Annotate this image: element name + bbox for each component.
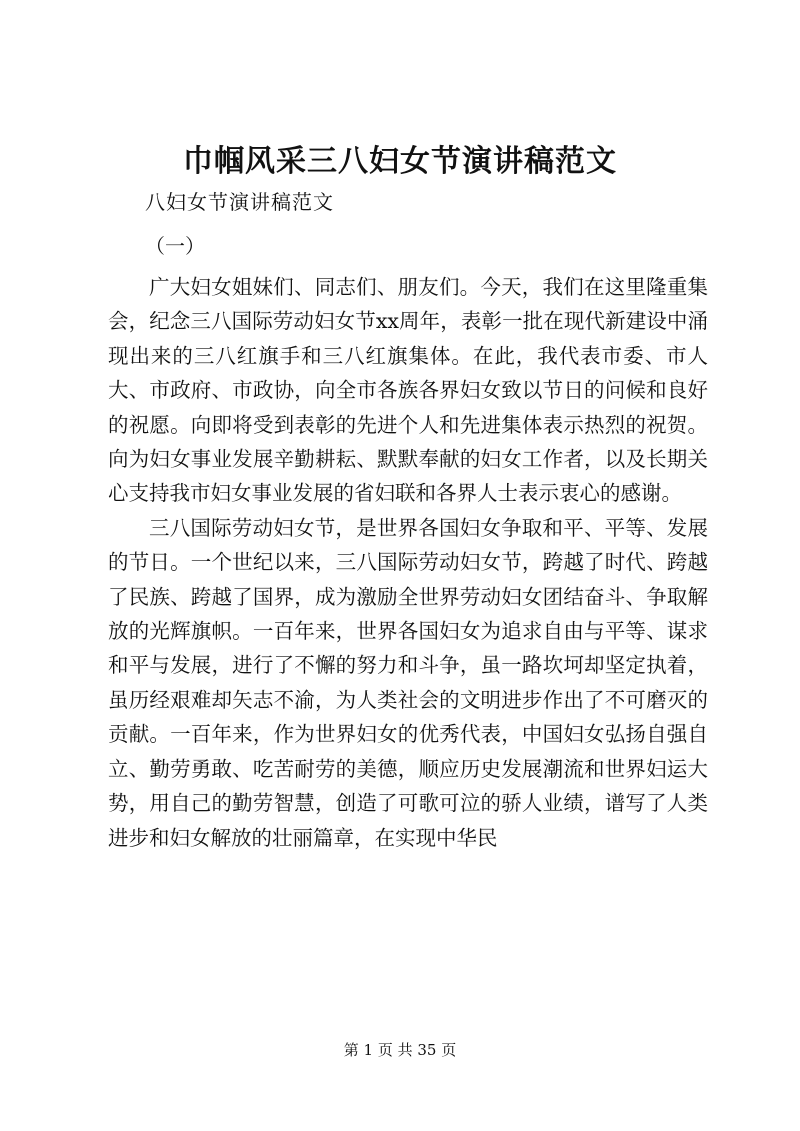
page-number: 第 1 页 共 35 页: [343, 1041, 457, 1059]
document-subtitle: 八妇女节演讲稿范文: [145, 190, 334, 214]
document-body: [108, 270, 708, 855]
section-label: （一）: [145, 234, 205, 258]
page-footer: [0, 1040, 800, 1060]
paragraph: 三八国际劳动妇女节，是世界各国妇女争取和平、平等、发展的节日。一个世纪以来，三八国际劳动妇女节，跨越了时代、跨越了民族、跨越了国界，成为激励全世界劳动妇女团结奋斗、争取解放的光辉旗帜。一百年来，世界各国妇女为追求自由与平等、谋求和平与发展，进行了不懈的努力和斗争，虽一路坎坷却坚定执着，虽历经艰难却矢志不渝，为人类社会的文明进步作出了不可磨灭的贡献。一百年来，作为世界妇女的优秀代表，中国妇女弘扬自强自立、勤劳勇敢、吃苦耐劳的美德，顺应历史发展潮流和世界妇运大势，用自己的勤劳智慧，创造了可歌可泣的骄人业绩，谱写了人类进步和妇女解放的壮丽篇章，在实现中华民: [108, 515, 708, 850]
paragraph: 广大妇女姐妹们、同志们、朋友们。今天，我们在这里隆重集会，纪念三八国际劳动妇女节xx周年，表彰一批在现代新建设中涌现出来的三八红旗手和三八红旗集体。在此，我代表市委、市人大、市政府、市政协，向全市各族各界妇女致以节日的问候和良好的祝愿。向即将受到表彰的先进个人和先进集体表示热烈的祝贺。向为妇女事业发展辛勤耕耘、默默奉献的妇女工作者，以及长期关心支持我市妇女事业发展的省妇联和各界人士表示衷心的感谢。: [108, 275, 708, 506]
document-title: 巾帼风采三八妇女节演讲稿范文: [183, 144, 617, 179]
